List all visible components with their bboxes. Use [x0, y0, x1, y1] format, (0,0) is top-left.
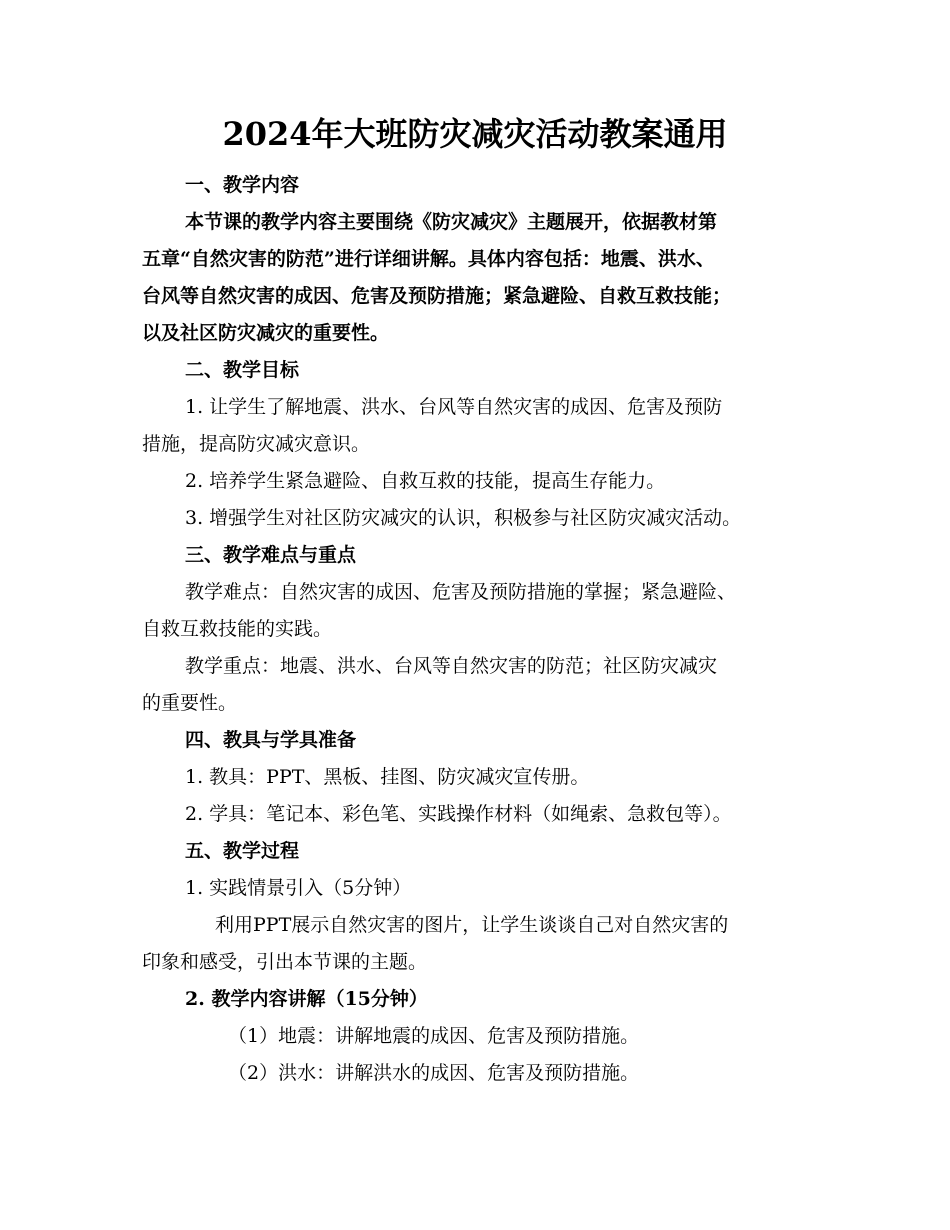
paragraph-line: 五章“自然灾害的防范”进行详细讲解。具体内容包括：地震、洪水、: [142, 248, 715, 270]
paragraph-line: 2. 培养学生紧急避险、自救互救的技能，提高生存能力。: [185, 470, 666, 492]
paragraph-line: （1）地震：讲解地震的成因、危害及预防措施。: [228, 1025, 640, 1047]
paragraph-line: 利用PPT展示自然灾害的图片，让学生谈谈自己对自然灾害的: [215, 914, 729, 936]
paragraph-line: 印象和感受，引出本节课的主题。: [142, 951, 428, 973]
paragraph-line: 2. 学具：笔记本、彩色笔、实践操作材料（如绳索、急救包等）。: [185, 803, 732, 825]
paragraph-line: 教学重点：地震、洪水、台风等自然灾害的防范；社区防灾减灾: [185, 655, 718, 677]
subheading-line: 2. 教学内容讲解（15分钟）: [185, 988, 428, 1010]
section-heading-materials: 四、教具与学具准备: [185, 729, 357, 751]
paragraph-line: 1. 教具：PPT、黑板、挂图、防灾减灾宣传册。: [185, 766, 590, 788]
paragraph-line: 措施，提高防灾减灾意识。: [142, 433, 371, 455]
paragraph-line: 1. 让学生了解地震、洪水、台风等自然灾害的成因、危害及预防: [185, 396, 723, 418]
document-title: 2024年大班防灾减灾活动教案通用: [222, 115, 728, 153]
paragraph-line: 教学难点：自然灾害的成因、危害及预防措施的掌握；紧急避险、: [185, 581, 737, 603]
paragraph-line: 的重要性。: [142, 692, 238, 714]
paragraph-line: 自救互救技能的实践。: [142, 618, 333, 640]
paragraph-line: 1. 实践情景引入（5分钟）: [185, 877, 412, 899]
section-heading-goals: 二、教学目标: [185, 359, 300, 381]
paragraph-line: 台风等自然灾害的成因、危害及预防措施；紧急避险、自救互救技能；: [142, 285, 732, 307]
section-heading-difficulties: 三、教学难点与重点: [185, 544, 357, 566]
paragraph-line: （2）洪水：讲解洪水的成因、危害及预防措施。: [228, 1062, 640, 1084]
paragraph-line: 3. 增强学生对社区防灾减灾的认识，积极参与社区防灾减灾活动。: [185, 507, 742, 529]
section-heading-content: 一、教学内容: [185, 174, 300, 196]
paragraph-line: 本节课的教学内容主要围绕《防灾减灾》主题展开，依据教材第: [185, 211, 718, 233]
paragraph-line: 以及社区防灾减灾的重要性。: [142, 322, 390, 344]
section-heading-process: 五、教学过程: [185, 840, 300, 862]
